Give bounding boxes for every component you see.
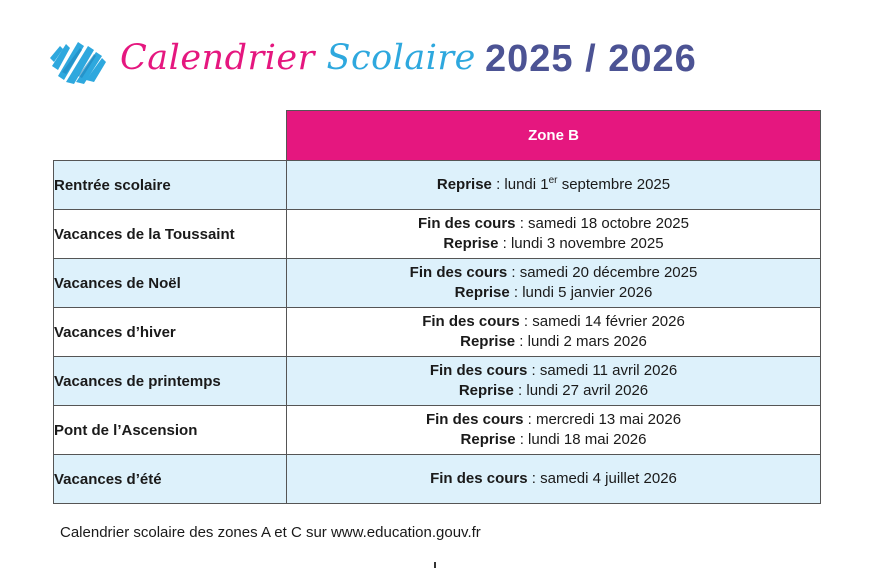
header-blank-cell xyxy=(54,111,287,161)
date-text: : samedi 18 octobre 2025 xyxy=(515,215,689,232)
period-dates xyxy=(287,357,821,406)
period-dates xyxy=(287,308,821,357)
date-text: : samedi 20 décembre 2025 xyxy=(507,264,698,281)
period-dates xyxy=(287,210,821,259)
date-label: Reprise xyxy=(443,235,499,252)
blue-paint-brush-icon xyxy=(48,36,110,86)
period-label: Vacances d’été xyxy=(54,455,287,504)
date-text: : samedi 14 février 2026 xyxy=(519,313,685,330)
period-label: Vacances d’hiver xyxy=(54,308,287,357)
date-label: Fin des cours xyxy=(422,313,520,330)
table-row xyxy=(54,357,821,406)
date-text: : lundi 5 janvier 2026 xyxy=(509,284,653,301)
title-word-scolaire: Scolaire xyxy=(326,38,476,78)
date-text: septembre 2025 xyxy=(557,176,671,193)
table-row xyxy=(54,308,821,357)
date-text: : samedi 4 juillet 2026 xyxy=(527,470,677,487)
footer-note: Calendrier scolaire des zones A et C sur www.education.gouv.fr xyxy=(60,524,481,541)
date-text: : mercredi 13 mai 2026 xyxy=(523,411,682,428)
date-label: Reprise xyxy=(460,431,516,448)
date-text: : lundi 18 mai 2026 xyxy=(515,431,647,448)
date-label: Reprise xyxy=(436,176,492,193)
period-dates xyxy=(287,455,821,504)
date-text: : lundi 2 mars 2026 xyxy=(515,333,647,350)
date-text: : lundi 3 novembre 2025 xyxy=(498,235,664,252)
date-label: Fin des cours xyxy=(409,264,508,281)
date-label: Reprise xyxy=(454,284,510,301)
date-text: : lundi 1 xyxy=(491,176,549,193)
period-label: Vacances de la Toussaint xyxy=(54,210,287,259)
title-years: 2025 / 2026 xyxy=(485,38,697,80)
period-label: Vacances de Noël xyxy=(54,259,287,308)
period-dates xyxy=(287,259,821,308)
table-row xyxy=(54,455,821,504)
period-label: Pont de l’Ascension xyxy=(54,406,287,455)
date-text: : samedi 11 avril 2026 xyxy=(527,362,678,379)
date-label: Fin des cours xyxy=(418,215,516,232)
table-row xyxy=(54,406,821,455)
table-header-row xyxy=(54,111,821,161)
date-label: Reprise xyxy=(460,333,516,350)
page-mark xyxy=(434,562,436,568)
date-label: Fin des cours xyxy=(429,362,528,379)
table-row xyxy=(54,259,821,308)
title-word-calendrier: Calendrier xyxy=(120,38,315,78)
date-label: Reprise xyxy=(458,382,514,399)
date-label: Fin des cours xyxy=(430,470,528,487)
table-row xyxy=(54,210,821,259)
title-script xyxy=(120,38,476,78)
period-label: Vacances de printemps xyxy=(54,357,287,406)
school-calendar-table xyxy=(53,110,821,504)
date-text: : lundi 27 avril 2026 xyxy=(513,382,649,399)
period-dates xyxy=(287,161,821,210)
period-dates xyxy=(287,406,821,455)
period-label: Rentrée scolaire xyxy=(54,161,287,210)
zone-header: Zone B xyxy=(287,111,821,161)
date-superscript: er xyxy=(548,175,558,186)
table-row xyxy=(54,161,821,210)
page-header xyxy=(48,30,828,90)
date-label: Fin des cours xyxy=(425,411,524,428)
